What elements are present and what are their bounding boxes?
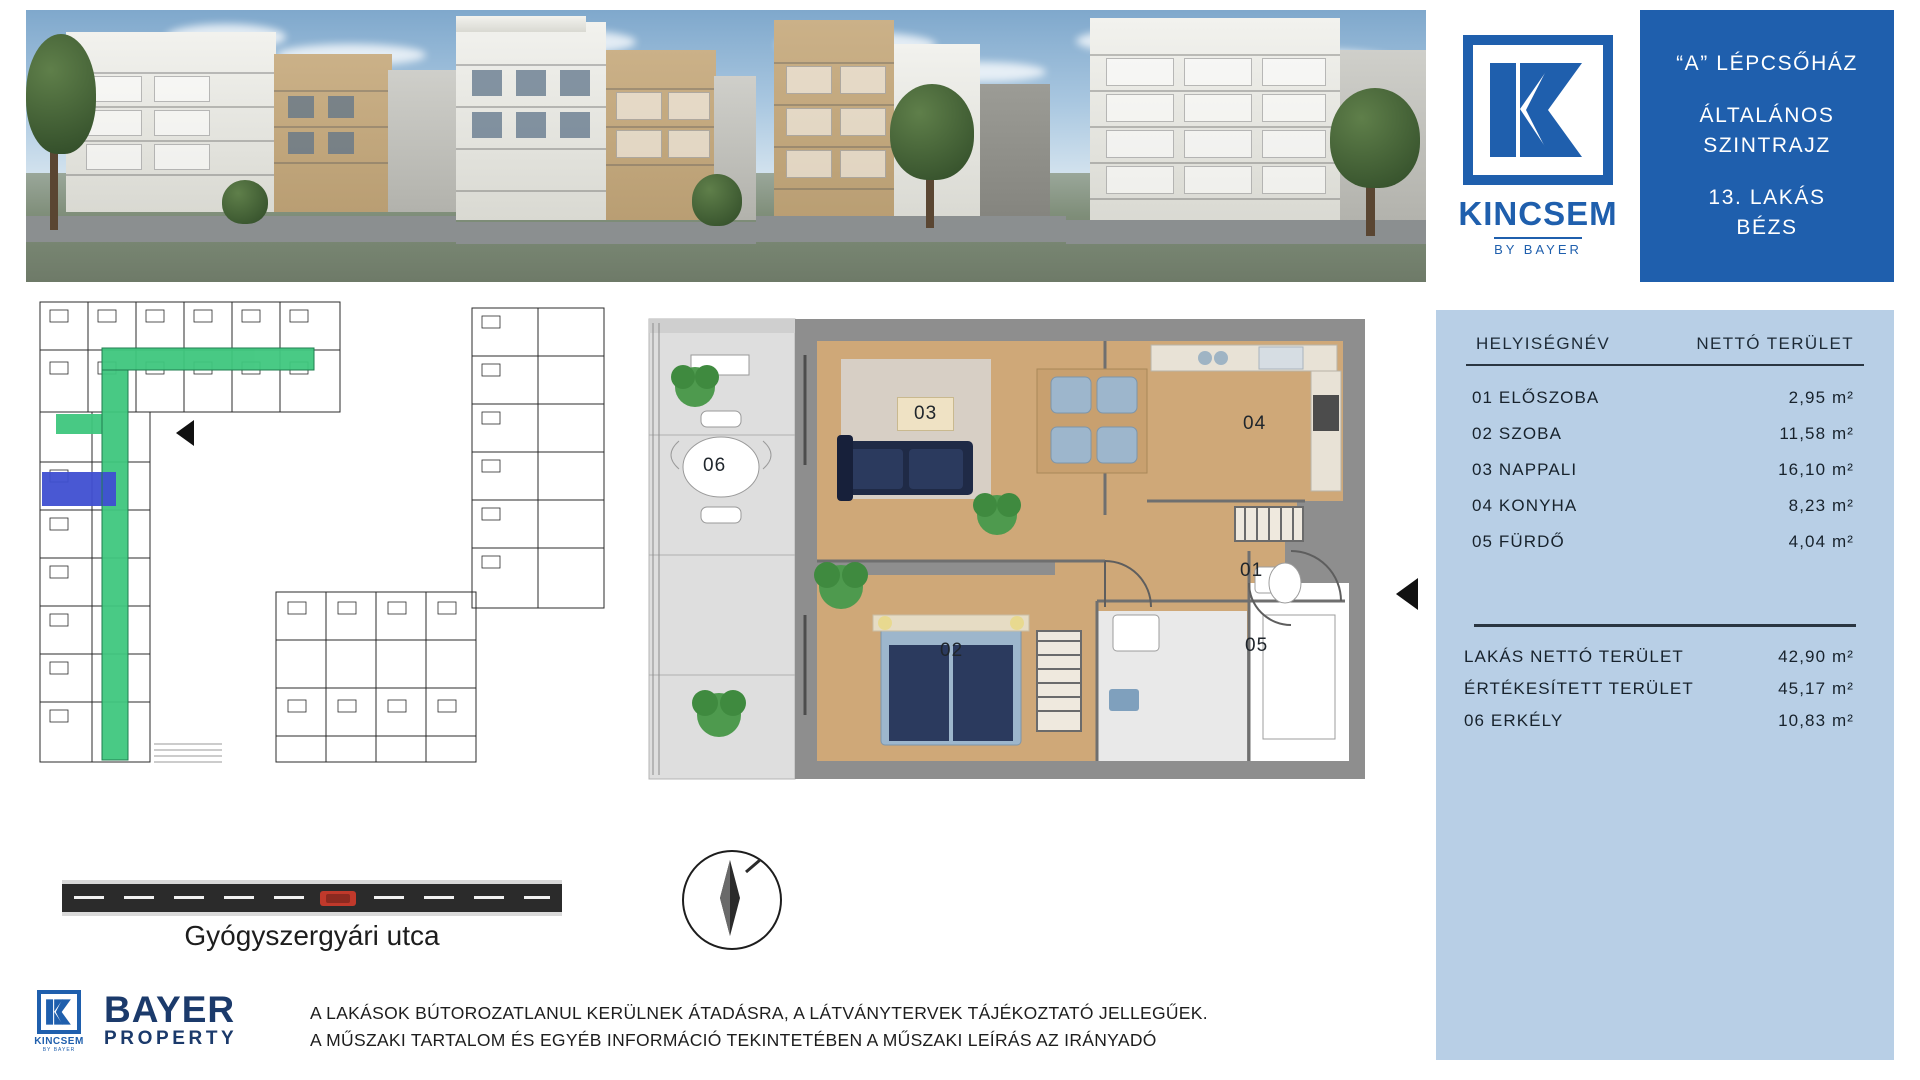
table-row <box>1436 488 1894 524</box>
room-area: 2,95 m² <box>1788 388 1854 407</box>
bayer-property-logo <box>104 989 238 1050</box>
room-label-02: 02 <box>940 640 964 661</box>
summary-area: 45,17 m² <box>1778 679 1854 698</box>
room-label-03: 03 <box>897 397 954 431</box>
title-block <box>1640 10 1894 282</box>
disclaimer-line-2: A MŰSZAKI TARTALOM ÉS EGYÉB INFORMÁCIÓ TEKINTETÉBEN A MŰSZAKI LEÍRÁS AZ IRÁNYADÓ <box>310 1030 1157 1050</box>
room-name: 04 KONYHA <box>1472 496 1578 515</box>
room-area: 4,04 m² <box>1788 532 1854 551</box>
bayer-wordmark: BAYER <box>104 989 236 1030</box>
room-name: 01 ELŐSZOBA <box>1472 388 1600 407</box>
room-label-05: 05 <box>1245 635 1269 656</box>
title-line-general: ÁLTALÁNOS <box>1699 104 1835 127</box>
property-wordmark: PROPERTY <box>104 1028 238 1049</box>
kincsem-brand-block <box>1436 10 1640 282</box>
summary-name: LAKÁS NETTÓ TERÜLET <box>1464 647 1684 666</box>
summary-area: 42,90 m² <box>1778 647 1854 666</box>
col-header-area: NETTÓ TERÜLET <box>1696 334 1854 353</box>
summary-rows <box>1436 641 1894 737</box>
disclaimer-line-1: A LAKÁSOK BÚTOROZATLANUL KERÜLNEK ÁTADÁSRA, A LÁTVÁNYTERVEK TÁJÉKOZTATÓ JELLEGŰEK. <box>310 1003 1208 1023</box>
col-header-room: HELYISÉGNÉV <box>1476 334 1611 353</box>
footer-brand-name: KINCSEM <box>34 1036 84 1047</box>
room-label-06: 06 <box>703 455 727 476</box>
table-summary-divider <box>1474 624 1856 627</box>
footer-brand-sub: BY BAYER <box>42 1047 76 1053</box>
render-image-1 <box>26 10 456 282</box>
room-area: 16,10 m² <box>1778 460 1854 479</box>
footer-kincsem-logo <box>26 990 92 1056</box>
render-image-4 <box>1066 10 1426 282</box>
title-line-apartment: 13. LAKÁS <box>1708 186 1826 209</box>
summary-name: ÉRTÉKESÍTETT TERÜLET <box>1464 679 1694 698</box>
summary-name: 06 ERKÉLY <box>1464 711 1564 730</box>
site-plan <box>26 292 620 788</box>
room-label-04: 04 <box>1243 413 1267 434</box>
table-row <box>1436 641 1894 673</box>
room-name: 03 NAPPALI <box>1472 460 1578 479</box>
disclaimer-text <box>310 1000 1370 1054</box>
area-table-panel <box>1436 310 1894 1060</box>
compass-north-icon <box>682 850 782 950</box>
car-icon <box>320 891 356 906</box>
render-image-3 <box>756 10 1066 282</box>
table-row <box>1436 416 1894 452</box>
brand-subtitle: BY BAYER <box>1494 237 1582 257</box>
table-row <box>1436 452 1894 488</box>
render-image-2 <box>456 10 756 282</box>
kincsem-k-logo-icon <box>37 990 81 1034</box>
room-name: 05 FÜRDŐ <box>1472 532 1565 551</box>
table-row <box>1436 524 1894 560</box>
street-section <box>62 880 562 916</box>
title-line-staircase: “A” LÉPCSŐHÁZ <box>1676 52 1858 75</box>
apartment-floor-plan <box>645 315 1385 783</box>
summary-area: 10,83 m² <box>1778 711 1854 730</box>
table-row <box>1436 380 1894 416</box>
building-renders-strip <box>26 10 1426 282</box>
title-line-variant: BÉZS <box>1736 216 1798 239</box>
table-divider <box>1466 364 1864 366</box>
room-rows <box>1436 380 1894 560</box>
kincsem-k-logo-icon <box>1463 35 1613 185</box>
site-plan-view-arrow-icon <box>176 420 194 446</box>
room-area: 11,58 m² <box>1779 424 1854 443</box>
table-row <box>1436 673 1894 705</box>
brand-name: KINCSEM <box>1458 195 1618 232</box>
street-name: Gyógyszergyári utca <box>184 920 440 951</box>
title-line-floorplan: SZINTRAJZ <box>1703 134 1831 157</box>
table-row <box>1436 705 1894 737</box>
room-label-01: 01 <box>1240 560 1264 581</box>
area-table-header <box>1436 310 1894 354</box>
entrance-direction-arrow-icon <box>1396 578 1418 610</box>
room-name: 02 SZOBA <box>1472 424 1563 443</box>
room-area: 8,23 m² <box>1788 496 1854 515</box>
